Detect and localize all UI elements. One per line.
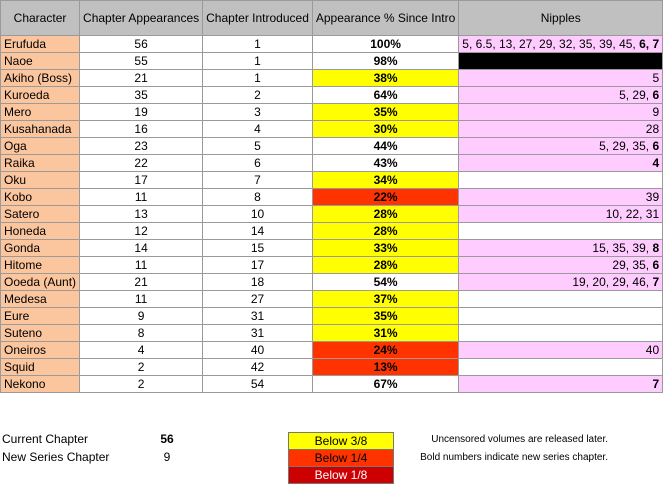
current-chapter-label: Current Chapter <box>2 432 89 446</box>
new-series-label: New Series Chapter <box>2 450 110 464</box>
appearance-pct: 13% <box>312 359 458 376</box>
nipples-chapters <box>459 342 663 359</box>
chapter-introduced: 1 <box>203 70 313 87</box>
nipples-chapters <box>459 376 663 393</box>
chapter-introduced: 2 <box>203 87 313 104</box>
appearance-pct: 28% <box>312 257 458 274</box>
chapter-appearances: 17 <box>80 172 203 189</box>
nipples-chapters <box>459 53 663 70</box>
note-uncensored: Uncensored volumes are released later. <box>431 434 608 445</box>
chapter-introduced: 1 <box>203 36 313 53</box>
table-row <box>1 189 663 206</box>
table-row <box>1 308 663 325</box>
table-row <box>1 36 663 53</box>
table-row <box>1 240 663 257</box>
nipples-chapters <box>459 87 663 104</box>
nipples-list: 5, 29, 35, <box>599 139 653 153</box>
chapter-appearances: 2 <box>80 359 203 376</box>
character-name: Raika <box>1 155 80 172</box>
table-row <box>1 325 663 342</box>
table-row <box>1 359 663 376</box>
appearance-pct: 31% <box>312 325 458 342</box>
new-series-value: 9 <box>163 450 171 464</box>
character-name: Naoe <box>1 53 80 70</box>
table-row <box>1 376 663 393</box>
character-name: Honeda <box>1 223 80 240</box>
nipples-new-series: 7 <box>652 377 660 391</box>
nipples-chapters <box>459 104 663 121</box>
nipples-new-series: 6 <box>652 88 660 102</box>
character-name: Suteno <box>1 325 80 342</box>
nipples-list: 39 <box>645 190 660 204</box>
header-row <box>1 1 663 36</box>
appearance-pct: 34% <box>312 172 458 189</box>
nipples-list: 9 <box>652 105 660 119</box>
character-name: Hitome <box>1 257 80 274</box>
note-bold-numbers: Bold numbers indicate new series chapter. <box>420 452 608 463</box>
nipples-chapters <box>459 206 663 223</box>
header-chapter-appearances: Chapter Appearances <box>80 1 203 36</box>
table-row <box>1 172 663 189</box>
nipples-new-series: 7 <box>652 275 660 289</box>
chapter-appearances: 14 <box>80 240 203 257</box>
nipples-chapters <box>459 257 663 274</box>
chapter-appearances: 11 <box>80 291 203 308</box>
footer <box>0 430 610 482</box>
nipples-list: 40 <box>645 343 660 357</box>
chapter-appearances: 35 <box>80 87 203 104</box>
appearance-pct: 35% <box>312 104 458 121</box>
table-row <box>1 155 663 172</box>
table-row <box>1 342 663 359</box>
character-name: Kobo <box>1 189 80 206</box>
chapter-introduced: 4 <box>203 121 313 138</box>
nipples-chapters <box>459 359 663 376</box>
chapter-introduced: 14 <box>203 223 313 240</box>
nipples-chapters <box>459 223 663 240</box>
nipples-chapters <box>459 291 663 308</box>
character-name: Medesa <box>1 291 80 308</box>
table-row <box>1 257 663 274</box>
appearance-pct: 28% <box>312 206 458 223</box>
character-name: Oku <box>1 172 80 189</box>
chapter-appearances: 55 <box>80 53 203 70</box>
legend-below-1-4: Below 1/4 <box>288 449 394 467</box>
nipples-chapters <box>459 36 663 53</box>
character-name: Kusahanada <box>1 121 80 138</box>
character-name: Oneiros <box>1 342 80 359</box>
nipples-chapters <box>459 325 663 342</box>
chapter-appearances: 11 <box>80 257 203 274</box>
character-name: Squid <box>1 359 80 376</box>
nipples-list: 5 <box>652 71 660 85</box>
appearance-pct: 22% <box>312 189 458 206</box>
chapter-appearances: 12 <box>80 223 203 240</box>
character-name: Gonda <box>1 240 80 257</box>
chapter-appearances: 4 <box>80 342 203 359</box>
nipples-list: 5, 29, <box>619 88 653 102</box>
table-row <box>1 223 663 240</box>
nipples-chapters <box>459 155 663 172</box>
current-chapter-value: 56 <box>160 432 174 446</box>
chapter-appearances: 2 <box>80 376 203 393</box>
appearance-pct: 43% <box>312 155 458 172</box>
character-name: Mero <box>1 104 80 121</box>
appearance-pct: 100% <box>312 36 458 53</box>
table-row <box>1 70 663 87</box>
chapter-introduced: 10 <box>203 206 313 223</box>
character-name: Nekono <box>1 376 80 393</box>
chapter-introduced: 27 <box>203 291 313 308</box>
nipples-new-series: 6 <box>652 139 660 153</box>
chapter-introduced: 7 <box>203 172 313 189</box>
character-name: Eure <box>1 308 80 325</box>
chapter-introduced: 6 <box>203 155 313 172</box>
chapter-appearances: 22 <box>80 155 203 172</box>
chapter-introduced: 18 <box>203 274 313 291</box>
nipples-new-series: 6 <box>652 258 660 272</box>
chapter-introduced: 31 <box>203 308 313 325</box>
chapter-appearances: 11 <box>80 189 203 206</box>
nipples-list: 28 <box>645 122 660 136</box>
nipples-chapters <box>459 240 663 257</box>
nipples-list: 29, 35, <box>612 258 653 272</box>
character-name: Akiho (Boss) <box>1 70 80 87</box>
chapter-appearances: 13 <box>80 206 203 223</box>
nipples-list: 10, 22, 31 <box>605 207 660 221</box>
chapter-appearances: 23 <box>80 138 203 155</box>
appearance-pct: 24% <box>312 342 458 359</box>
table-row <box>1 206 663 223</box>
chapter-introduced: 31 <box>203 325 313 342</box>
chapter-appearances: 16 <box>80 121 203 138</box>
table-row <box>1 53 663 70</box>
header-character: Character <box>1 1 80 36</box>
nipples-list: 15, 35, 39, <box>592 241 653 255</box>
table-row <box>1 87 663 104</box>
appearance-pct: 37% <box>312 291 458 308</box>
nipples-chapters <box>459 274 663 291</box>
chapter-introduced: 1 <box>203 53 313 70</box>
chapter-introduced: 15 <box>203 240 313 257</box>
appearance-pct: 54% <box>312 274 458 291</box>
chapter-appearances: 56 <box>80 36 203 53</box>
chapter-appearances: 19 <box>80 104 203 121</box>
header-nipples: Nipples <box>459 1 663 36</box>
appearance-pct: 35% <box>312 308 458 325</box>
appearance-pct: 33% <box>312 240 458 257</box>
table-body <box>1 36 663 393</box>
legend-below-1-8: Below 1/8 <box>288 466 394 484</box>
chapter-introduced: 42 <box>203 359 313 376</box>
table-row <box>1 104 663 121</box>
character-name: Erufuda <box>1 36 80 53</box>
header-chapter-introduced: Chapter Introduced <box>203 1 313 36</box>
appearance-pct: 98% <box>312 53 458 70</box>
legend-below-3-8: Below 3/8 <box>288 432 394 450</box>
nipples-new-series: 4 <box>652 156 660 170</box>
character-name: Oga <box>1 138 80 155</box>
chapter-appearances: 9 <box>80 308 203 325</box>
table-row <box>1 121 663 138</box>
nipples-chapters <box>459 70 663 87</box>
nipples-chapters <box>459 172 663 189</box>
nipples-chapters <box>459 189 663 206</box>
appearance-pct: 38% <box>312 70 458 87</box>
character-name: Kuroeda <box>1 87 80 104</box>
nipples-list: 19, 20, 29, 46, <box>572 275 653 289</box>
chapter-appearances: 21 <box>80 70 203 87</box>
character-name: Ooeda (Aunt) <box>1 274 80 291</box>
chapter-introduced: 17 <box>203 257 313 274</box>
chapter-appearances: 21 <box>80 274 203 291</box>
appearance-pct: 67% <box>312 376 458 393</box>
chapter-introduced: 3 <box>203 104 313 121</box>
chapter-introduced: 40 <box>203 342 313 359</box>
chapter-introduced: 54 <box>203 376 313 393</box>
chapter-introduced: 5 <box>203 138 313 155</box>
appearance-pct: 64% <box>312 87 458 104</box>
character-name: Satero <box>1 206 80 223</box>
chapter-appearances: 8 <box>80 325 203 342</box>
nipples-chapters <box>459 308 663 325</box>
table-row <box>1 291 663 308</box>
nipples-list: 5, 6.5, 13, 27, 29, 32, 35, 39, 45, <box>462 37 640 51</box>
nipples-new-series: 8 <box>652 241 660 255</box>
nipples-chapters <box>459 138 663 155</box>
nipples-new-series: 6, 7 <box>639 37 660 51</box>
table-row <box>1 138 663 155</box>
appearance-pct: 30% <box>312 121 458 138</box>
appearance-pct: 28% <box>312 223 458 240</box>
nipples-chapters <box>459 121 663 138</box>
table-row <box>1 274 663 291</box>
header-appearance-pct: Appearance % Since Intro <box>312 1 458 36</box>
appearance-pct: 44% <box>312 138 458 155</box>
chapter-introduced: 8 <box>203 189 313 206</box>
